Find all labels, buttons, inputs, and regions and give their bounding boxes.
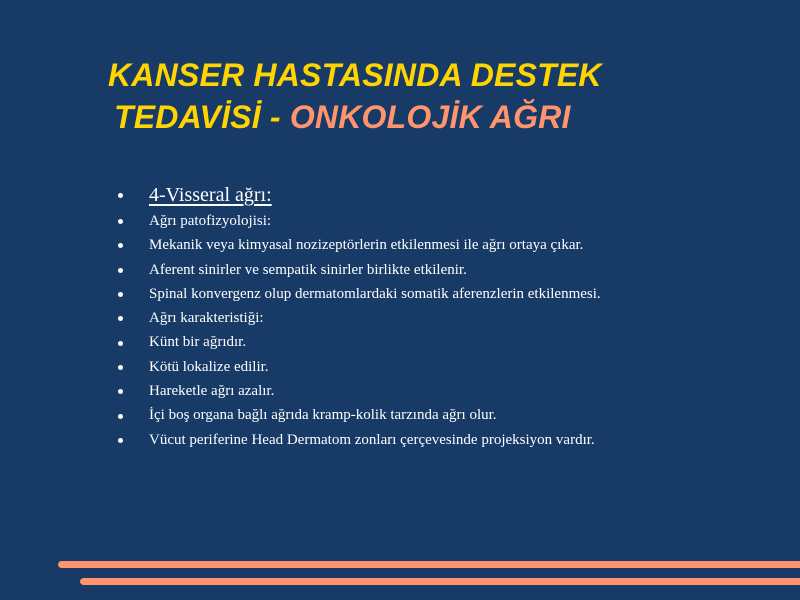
bullet-dot-icon: [118, 365, 123, 370]
bullet-dot-icon: [118, 243, 123, 248]
bullet-dot-icon: [118, 268, 123, 273]
bullet-list: [118, 180, 778, 452]
bullet-text: Hareketle ağrı azalır.: [149, 383, 275, 400]
bullet-item: [118, 282, 778, 306]
bullet-item: [118, 379, 778, 403]
bullet-dot-icon: [118, 438, 123, 443]
bullet-dot-icon: [118, 316, 123, 321]
bullet-text: Spinal konvergenz olup dermatomlardaki somatik aferenzlerin etkilenmesi.: [149, 285, 601, 302]
bullet-item: [118, 330, 778, 354]
bullet-text: 4-Visseral ağrı:: [149, 184, 272, 206]
decorative-stripe-top: [58, 561, 800, 568]
bullet-text: Mekanik veya kimyasal nozizeptörlerin etkilenmesi ile ağrı ortaya çıkar.: [149, 237, 584, 254]
bullet-item: [118, 306, 778, 330]
bullet-dot-icon: [118, 193, 123, 198]
bullet-item: [118, 428, 778, 452]
bullet-dot-icon: [118, 219, 123, 224]
slide-title-line-1: KANSER HASTASINDA DESTEK: [108, 57, 602, 93]
slide-title-line-2: [114, 96, 768, 138]
slide-title-accent: ONKOLOJİK AĞRI: [289, 99, 571, 135]
bullet-item-visceral-pain: [118, 180, 778, 210]
bullet-dot-icon: [118, 414, 123, 419]
bullet-item: [118, 233, 778, 257]
bullet-text: Ağrı patofizyolojisi:: [149, 213, 272, 229]
bullet-item: [118, 258, 778, 282]
bullet-item: [118, 209, 778, 233]
slide-title-prefix: TEDAVİSİ -: [114, 99, 290, 135]
bullet-text: İçi boş organa bağlı ağrıda kramp-kolik tarzında ağrı olur.: [149, 407, 497, 424]
slide-title: [108, 54, 768, 138]
bullet-item: [118, 403, 778, 427]
bullet-text: Künt bir ağrıdır.: [149, 334, 247, 351]
bullet-text: Vücut periferine Head Dermatom zonları çerçevesinde projeksiyon vardır.: [149, 431, 595, 448]
bullet-item: [118, 355, 778, 379]
decorative-stripe-bottom: [80, 578, 800, 585]
bullet-dot-icon: [118, 389, 123, 394]
bullet-text: Aferent sinirler ve sempatik sinirler birlikte etkilenir.: [149, 261, 467, 278]
bullet-dot-icon: [118, 292, 123, 297]
bullet-dot-icon: [118, 341, 123, 346]
bullet-text: Kötü lokalize edilir.: [149, 358, 269, 375]
bullet-text: Ağrı karakteristiği:: [149, 310, 264, 327]
